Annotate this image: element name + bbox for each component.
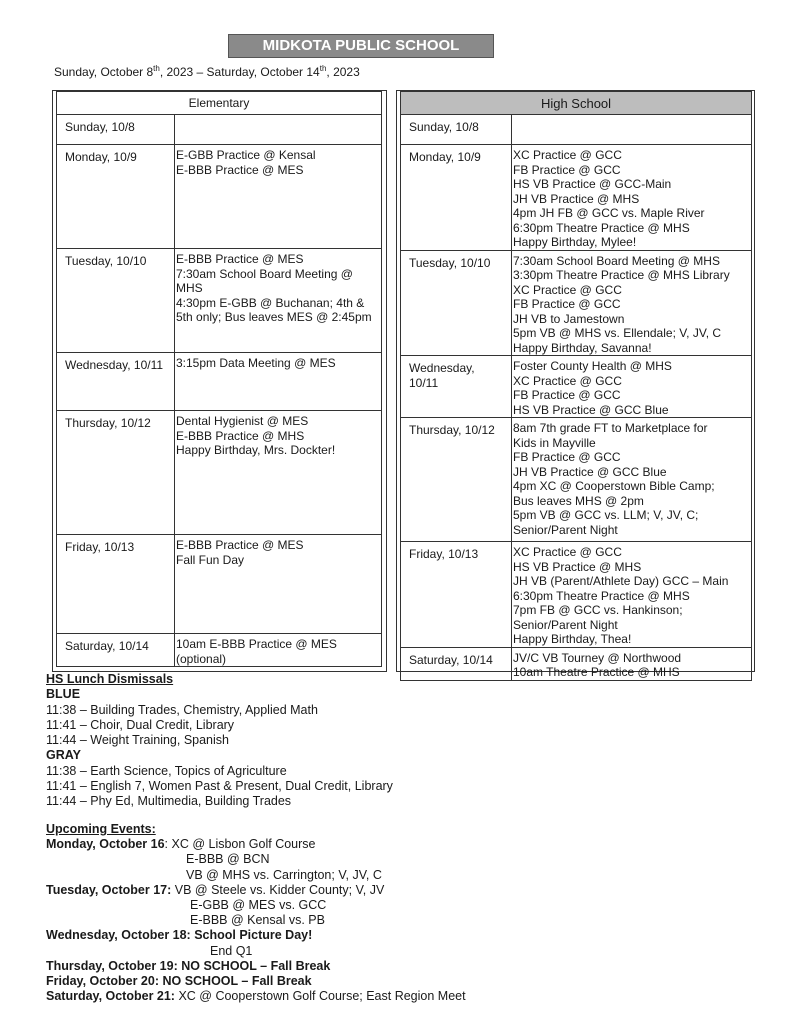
event-line: FB Practice @ GCC — [513, 388, 621, 402]
event-line: 5pm VB @ MHS vs. Ellendale; V, JV, C — [513, 326, 722, 340]
school-title: MIDKOTA PUBLIC SCHOOL — [228, 34, 494, 58]
event-line: 6:30pm Theatre Practice @ MHS — [513, 588, 690, 603]
day-cell: Wednesday, 10/11 — [57, 353, 175, 411]
event-line: 6:30pm Theatre Practice @ MHS — [513, 220, 690, 235]
event-line: Kids in Mayville — [513, 435, 596, 450]
lunch-line: 11:38 – Building Trades, Chemistry, Applied Math — [46, 702, 318, 717]
event-line: 4:30pm E-GBB @ Buchanan; 4th & — [176, 295, 365, 310]
upcoming-day-label: Tuesday, October 17: — [46, 882, 172, 897]
event-line: E-BBB Practice @ MES — [176, 162, 304, 177]
day-cell: Sunday, 10/8 — [57, 115, 175, 145]
day-cell: Saturday, 10/14 — [401, 647, 512, 680]
upcoming-day-label: Monday, October 16 — [46, 837, 165, 852]
upcoming-day — [46, 883, 466, 898]
event-line: Happy Birthday, Mylee! — [513, 235, 637, 249]
events-cell — [175, 535, 382, 634]
event-line: HS VB Practice @ MHS — [513, 559, 642, 574]
upcoming-day-label: Saturday, October 21: — [46, 989, 175, 1004]
event-line: MHS — [176, 281, 203, 295]
event-line: 4pm JH FB @ GCC vs. Maple River — [513, 206, 705, 220]
upcoming-event: E-BBB @ Kensal vs. PB — [190, 913, 325, 928]
day-cell: Thursday, 10/12 — [57, 411, 175, 535]
day-cell: Friday, 10/13 — [57, 535, 175, 634]
event-line: E-BBB Practice @ MHS — [176, 428, 305, 443]
upcoming-event-line — [46, 852, 466, 867]
upcoming-event-line — [46, 913, 466, 928]
event-line: E-GBB Practice @ Kensal — [176, 148, 316, 162]
day-cell: Wednesday, 10/11 — [401, 356, 512, 418]
event-line: 5pm VB @ GCC vs. LLM; V, JV, C; — [513, 508, 699, 522]
lunch-dismissals — [46, 672, 393, 810]
elementary-heading: Elementary — [57, 92, 382, 115]
upcoming-day — [46, 837, 466, 852]
upcoming-day — [46, 928, 466, 943]
upcoming-day — [46, 974, 466, 989]
schedule-row — [401, 250, 752, 356]
upcoming-day — [46, 959, 466, 974]
event-line: XC Practice @ GCC — [513, 373, 622, 388]
event-line: 10am E-BBB Practice @ MES — [176, 637, 337, 651]
lunch-group-name: GRAY — [46, 748, 81, 763]
upcoming-event: End Q1 — [210, 943, 253, 958]
day-cell: Sunday, 10/8 — [401, 115, 512, 145]
upcoming-day-label: Friday, October 20: NO SCHOOL – Fall Break — [46, 973, 312, 988]
event-line: FB Practice @ GCC — [513, 162, 621, 177]
event-line: 5th only; Bus leaves MES @ 2:45pm — [176, 310, 372, 324]
event-line: 7:30am School Board Meeting @ MHS — [513, 253, 720, 268]
event-line: 10am Theatre Practice @ MHS — [513, 665, 680, 679]
upcoming-day-label: Thursday, October 19: NO SCHOOL – Fall Break — [46, 958, 331, 973]
event-line: HS VB Practice @ GCC-Main — [513, 177, 672, 191]
event-line: Senior/Parent Night — [513, 617, 618, 632]
upcoming-event: E-BBB @ BCN — [186, 852, 270, 867]
schedule-row — [401, 115, 752, 145]
event-line: FB Practice @ GCC — [513, 297, 621, 311]
week-range: Sunday, October 8th, 2023 – Saturday, October 14th, 2023 — [54, 64, 360, 79]
schedule-row — [401, 647, 752, 680]
elementary-table — [56, 91, 382, 667]
event-line: JH VB Practice @ MHS — [513, 191, 640, 206]
event-line: XC Practice @ GCC — [513, 545, 622, 559]
event-line: 7:30am School Board Meeting @ — [176, 266, 353, 281]
event-line: Bus leaves MHS @ 2pm — [513, 493, 644, 508]
upcoming-event: VB @ MHS vs. Carrington; V, JV, C — [186, 867, 382, 882]
event-line: 7pm FB @ GCC vs. Hankinson; — [513, 603, 683, 617]
event-line: Dental Hygienist @ MES — [176, 414, 309, 428]
schedule-row — [57, 145, 382, 249]
event-line: Happy Birthday, Mrs. Dockter! — [176, 443, 336, 457]
event-line: E-BBB Practice @ MES — [176, 538, 304, 552]
event-line: 8am 7th grade FT to Marketplace for — [513, 421, 708, 435]
day-cell: Tuesday, 10/10 — [57, 249, 175, 353]
upcoming-event: XC @ Cooperstown Golf Course; East Region Meet — [174, 989, 466, 1004]
event-line: Senior/Parent Night — [513, 522, 618, 537]
schedule-row — [57, 249, 382, 353]
event-line: JH VB to Jamestown — [513, 311, 625, 326]
event-line: E-BBB Practice @ MES — [176, 252, 304, 266]
lunch-line: 11:44 – Phy Ed, Multimedia, Building Trades — [46, 794, 292, 809]
events-cell — [512, 115, 752, 145]
upcoming-events — [46, 822, 466, 1004]
event-line: 3:15pm Data Meeting @ MES — [176, 356, 336, 370]
event-line: HS VB Practice @ GCC Blue — [513, 402, 669, 417]
lunch-line: 11:41 – English 7, Women Past & Present, Dual Credit, Library — [46, 779, 393, 794]
lunch-group-name: BLUE — [46, 687, 81, 702]
lunch-heading: HS Lunch Dismissals — [46, 672, 174, 686]
events-cell — [512, 356, 752, 418]
event-line: Happy Birthday, Thea! — [513, 632, 632, 646]
upcoming-event-line — [46, 898, 466, 913]
event-line: Fall Fun Day — [176, 552, 245, 567]
event-line: JH VB Practice @ GCC Blue — [513, 464, 667, 479]
upcoming-day-label: Wednesday, October 18: School Picture Day! — [46, 928, 313, 943]
day-cell: Friday, 10/13 — [401, 542, 512, 648]
day-cell: Monday, 10/9 — [401, 145, 512, 251]
event-line: XC Practice @ GCC — [513, 282, 622, 297]
lunch-line: 11:38 – Earth Science, Topics of Agriculture — [46, 763, 287, 778]
event-line: JH VB (Parent/Athlete Day) GCC – Main — [513, 574, 729, 588]
day-cell: Thursday, 10/12 — [401, 418, 512, 542]
event-line: JV/C VB Tourney @ Northwood — [513, 650, 682, 665]
upcoming-event-line — [46, 868, 466, 883]
events-cell — [175, 411, 382, 535]
events-cell — [512, 250, 752, 356]
schedule-row — [401, 145, 752, 251]
upcoming-event: E-GBB @ MES vs. GCC — [190, 897, 327, 912]
events-cell — [175, 353, 382, 411]
events-cell — [175, 249, 382, 353]
schedule-row — [57, 634, 382, 667]
upcoming-day — [46, 989, 466, 1004]
events-cell — [175, 145, 382, 249]
events-cell — [512, 647, 752, 680]
event-line: (optional) — [176, 651, 227, 666]
event-line: 3:30pm Theatre Practice @ MHS Library — [513, 268, 730, 282]
events-cell — [175, 115, 382, 145]
event-line: XC Practice @ GCC — [513, 148, 622, 162]
day-cell: Saturday, 10/14 — [57, 634, 175, 667]
event-line: Happy Birthday, Savanna! — [513, 340, 652, 355]
event-line: Foster County Health @ MHS — [513, 359, 672, 373]
high-school-heading: High School — [401, 92, 752, 115]
events-cell — [512, 542, 752, 648]
lunch-line: 11:44 – Weight Training, Spanish — [46, 733, 229, 748]
schedule-row — [57, 535, 382, 634]
lunch-line: 11:41 – Choir, Dual Credit, Library — [46, 717, 235, 732]
schedule-row — [57, 353, 382, 411]
schedule-row — [401, 356, 752, 418]
upcoming-heading: Upcoming Events: — [46, 822, 156, 836]
schedule-row — [57, 115, 382, 145]
event-line: FB Practice @ GCC — [513, 450, 621, 464]
events-cell — [512, 418, 752, 542]
day-cell: Tuesday, 10/10 — [401, 250, 512, 356]
schedule-row — [57, 411, 382, 535]
upcoming-event: : XC @ Lisbon Golf Course — [164, 837, 316, 852]
events-cell — [175, 634, 382, 667]
upcoming-event: VB @ Steele vs. Kidder County; V, JV — [171, 882, 385, 897]
day-cell: Monday, 10/9 — [57, 145, 175, 249]
event-line: 4pm XC @ Cooperstown Bible Camp; — [513, 479, 715, 493]
events-cell — [512, 145, 752, 251]
upcoming-event-line — [46, 944, 466, 959]
schedule-row — [401, 418, 752, 542]
high-school-table — [400, 91, 752, 681]
schedule-row — [401, 542, 752, 648]
